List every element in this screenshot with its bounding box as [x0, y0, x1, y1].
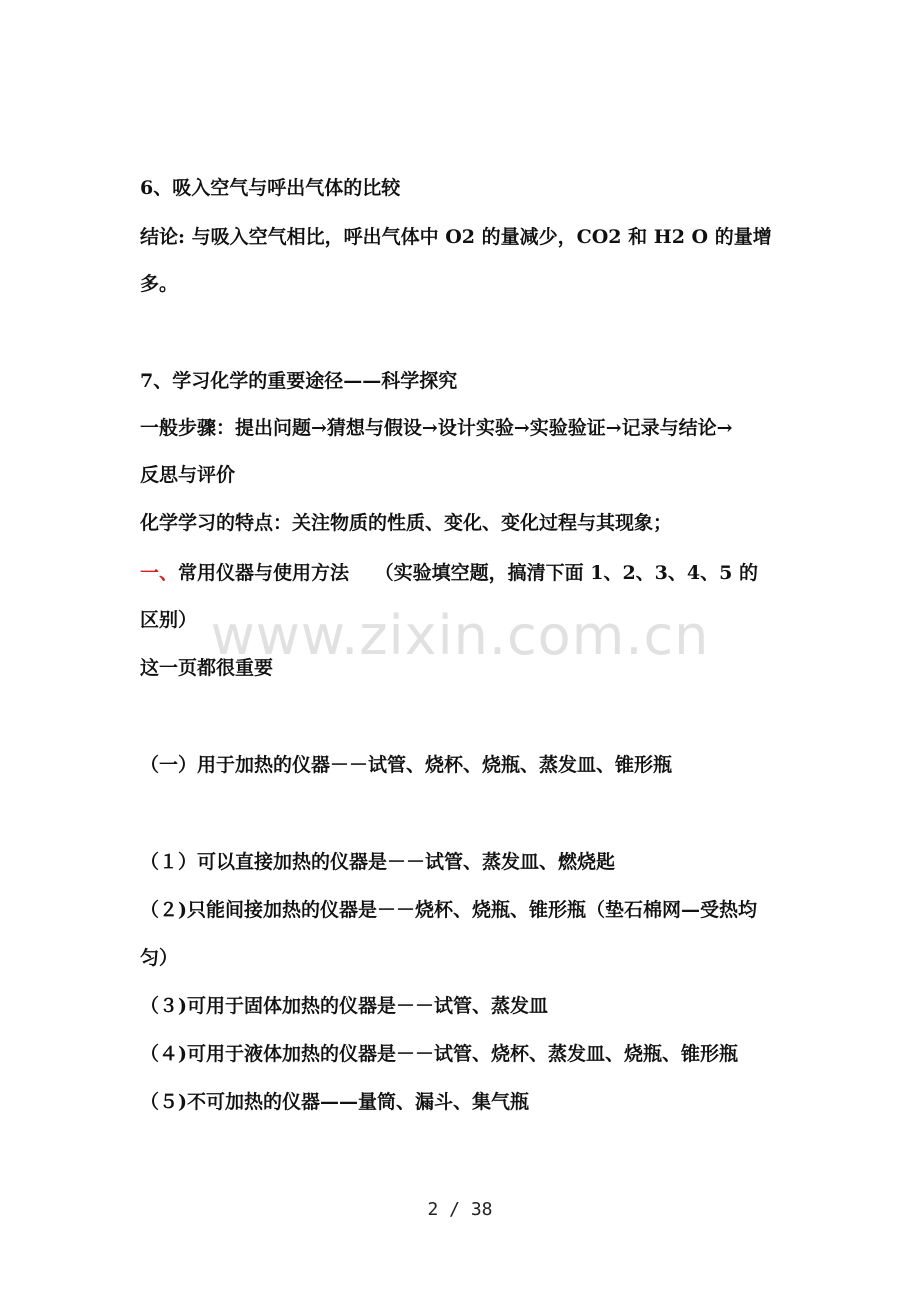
heating-instruments-heading: （一）用于加热的仪器－－试管、烧杯、烧瓶、蒸发皿、锥形瓶: [140, 754, 673, 776]
important-note: 这一页都很重要: [140, 657, 274, 679]
instruments-heading-number: 一、: [140, 562, 179, 584]
section-6-heading: 6、吸入空气与呼出气体的比较: [140, 177, 401, 199]
learning-features: 化学学习的特点：关注物质的性质、变化、变化过程与其现象；: [140, 512, 673, 534]
section-6-conclusion: 结论: 与吸入空气相比，呼出气体中 O2 的量减少，CO2 和 H2 O 的量增: [140, 226, 772, 248]
watermark: www.zixin.com.cn: [210, 604, 710, 667]
section-7-heading: 7、学习化学的重要途径——科学探究: [140, 370, 458, 392]
instruments-heading-cont: 区别）: [140, 609, 198, 631]
instruments-heading-text: 常用仪器与使用方法 （实验填空题，搞清下面 1、2、3、4、5 的: [178, 562, 758, 584]
section-6-conclusion-cont: 多。: [140, 273, 179, 295]
page-number: 2 / 38: [427, 1199, 493, 1220]
item-5: （５)不可加热的仪器——量筒、漏斗、集气瓶: [140, 1091, 529, 1113]
item-4: （４)可用于液体加热的仪器是－－试管、烧杯、蒸发皿、烧瓶、锥形瓶: [140, 1043, 738, 1065]
item-2-cont: 匀）: [140, 947, 179, 969]
item-1: （１）可以直接加热的仪器是－－试管、蒸发皿、燃烧匙: [140, 851, 616, 873]
item-2: （２)只能间接加热的仪器是－－烧杯、烧瓶、锥形瓶（垫石棉网—受热均: [140, 899, 757, 921]
general-steps: 一般步骤：提出问题→猜想与假设→设计实验→实验验证→记录与结论→: [140, 417, 733, 439]
item-3: （３)可用于固体加热的仪器是－－试管、蒸发皿: [140, 995, 548, 1017]
general-steps-cont: 反思与评价: [140, 464, 236, 486]
instruments-heading: [140, 560, 758, 586]
